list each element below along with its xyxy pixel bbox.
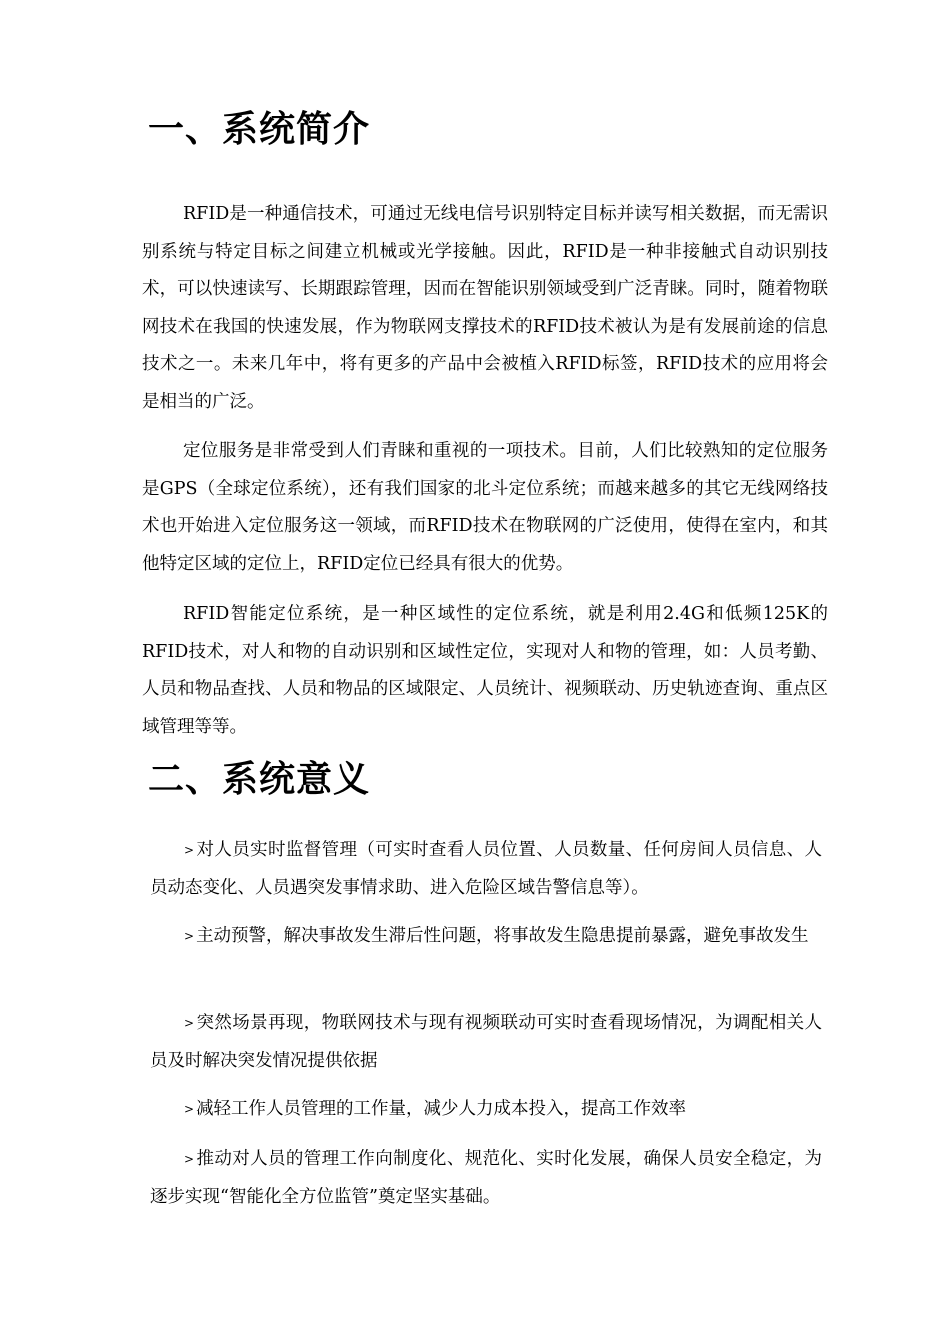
- intro-paragraph-positioning: 定位服务是非常受到人们青睐和重视的一项技术。目前，人们比较熟知的定位服务是GPS（全球定位系统），还有我们国家的北斗定位系统；而越来越多的其它无线网络技术也开始进入定位服务这一领域，而RFID技术在物联网的广泛使用，使得在室内，和其他特定区域的定位上，RFID定位已经具有很大的优势。: [142, 441, 828, 574]
- bullet-marker-icon: >: [184, 929, 195, 943]
- bullet-text: 对人员实时监督管理（可实时查看人员位置、人员数量、任何房间人员信息、人员动态变化、人员遇突发事情求助、进入危险区域告警信息等）。: [150, 840, 822, 898]
- bullet-marker-icon: >: [184, 1102, 195, 1116]
- intro-paragraph-system: RFID智能定位系统，是一种区域性的定位系统，就是利用2.4G和低频125K的RFID技术，对人和物的自动识别和区域性定位，实现对人和物的管理，如：人员考勤、人员和物品查找、人员和物品的区域限定、人员统计、视频联动、历史轨迹查询、重点区域管理等等。: [142, 604, 828, 737]
- section-heading-significance: 二、系统意义: [148, 759, 371, 800]
- bullet-marker-icon: >: [184, 843, 195, 857]
- significance-bullet-item: [150, 1005, 822, 1080]
- significance-bullet-item: [150, 1141, 822, 1216]
- significance-bullet-item: [150, 918, 822, 956]
- significance-bullet-item: [150, 832, 822, 907]
- bullet-text: 推动对人员的管理工作向制度化、规范化、实时化发展，确保人员安全稳定，为逐步实现“智能化全方位监管”奠定坚实基础。: [150, 1149, 822, 1207]
- section-heading-introduction: 一、系统简介: [148, 109, 371, 150]
- bullet-text: 主动预警，解决事故发生滞后性问题，将事故发生隐患提前暴露，避免事故发生: [196, 926, 809, 946]
- bullet-marker-icon: >: [184, 1152, 195, 1166]
- bullet-text: 减轻工作人员管理的工作量，减少人力成本投入，提高工作效率: [196, 1099, 687, 1119]
- significance-bullet-item: [150, 1091, 822, 1129]
- intro-paragraph-rfid: RFID是一种通信技术，可通过无线电信号识别特定目标并读写相关数据，而无需识别系统与特定目标之间建立机械或光学接触。因此，RFID是一种非接触式自动识别技术，可以快速读写、长期跟踪管理，因而在智能识别领域受到广泛青睐。同时，随着物联网技术在我国的快速发展，作为物联网支撑技术的RFID技术被认为是有发展前途的信息技术之一。未来几年中，将有更多的产品中会被植入RFID标签，RFID技术的应用将会是相当的广泛。: [142, 204, 828, 412]
- bullet-text: 突然场景再现，物联网技术与现有视频联动可实时查看现场情况，为调配相关人员及时解决突发情况提供依据: [150, 1013, 822, 1071]
- bullet-marker-icon: >: [184, 1016, 195, 1030]
